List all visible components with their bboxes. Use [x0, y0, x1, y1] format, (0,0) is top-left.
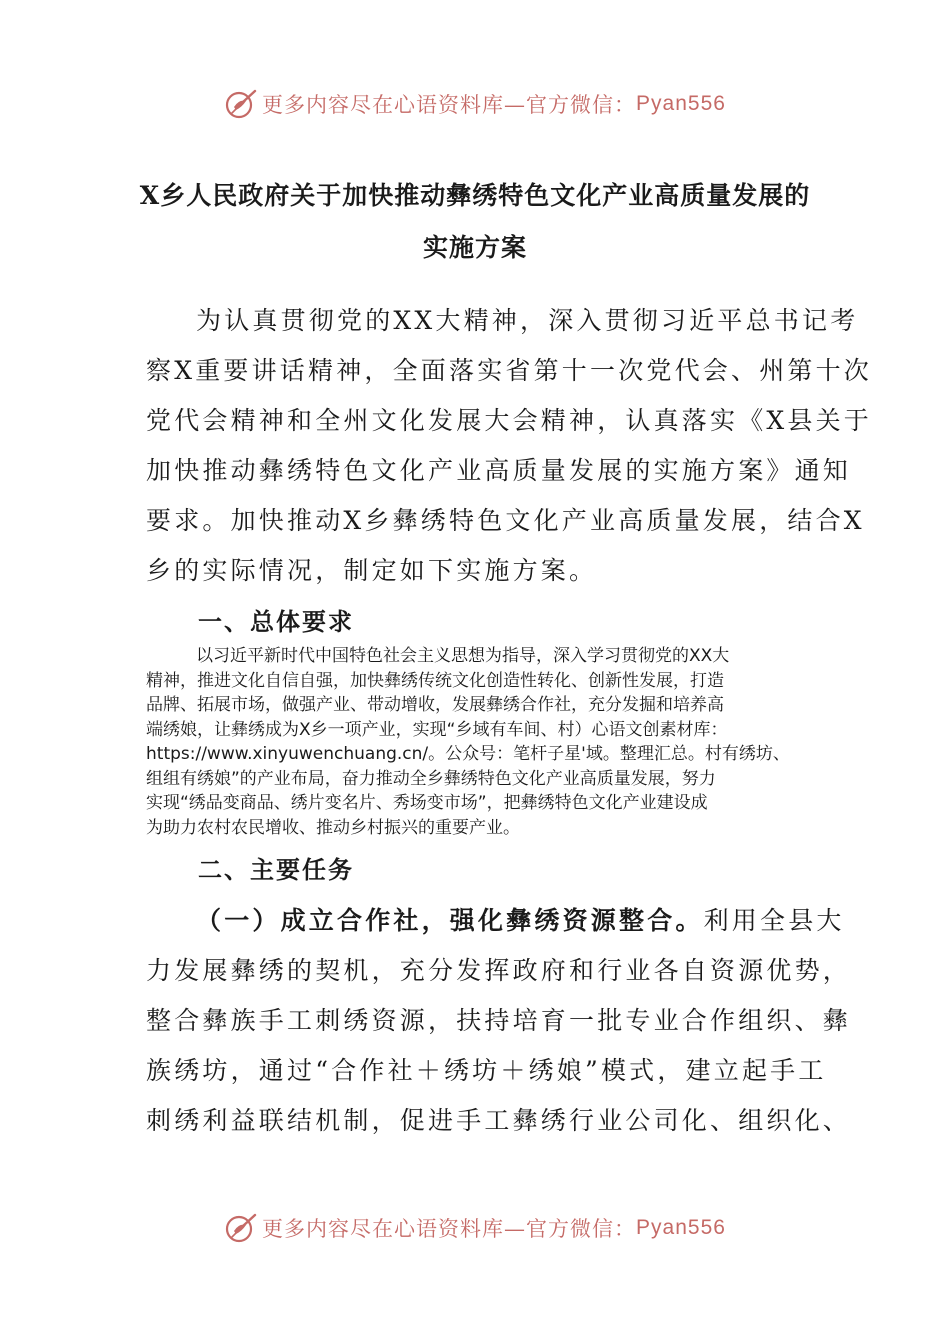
header-banner: [0, 84, 950, 124]
banner-wechat-id: Pyan556: [636, 1216, 726, 1239]
document-title-line-2: 实施方案: [422, 233, 527, 262]
banner-text: 更多内容尽在心语资料库—官方微信：: [262, 93, 637, 117]
paragraph-line: 端绣娘，让彝绣成为X乡一项产业，实现“乡域有车间、村）心语文创素材库：: [146, 719, 728, 740]
paragraph-line: 为助力农村农民增收、推动乡村振兴的重要产业。: [146, 817, 520, 838]
paragraph-line: 力发展彝绣的契机，充分发挥政府和行业各自资源优势，: [146, 956, 852, 985]
pen-logo-icon: [224, 1211, 258, 1245]
section-heading-main-tasks: 二、主要任务: [198, 856, 354, 884]
intro-line: 乡的实际情况，制定如下实施方案。: [146, 556, 598, 585]
banner-text: 更多内容尽在心语资料库—官方微信：: [262, 1217, 637, 1241]
paragraph-line: 组组有绣娘”的产业布局，奋力推动全乡彝绣特色文化产业高质量发展，努力: [146, 768, 716, 789]
section-heading-general-requirements: 一、总体要求: [198, 608, 354, 636]
paragraph-line: 以习近平新时代中国特色社会主义思想为指导，深入学习贯彻党的XX大: [196, 646, 730, 666]
paragraph-line: 族绣坊，通过“合作社＋绣坊＋绣娘”模式，建立起手工: [146, 1056, 827, 1085]
paragraph-line: 实现“绣品变商品、绣片变名片、秀场变市场”，把彝绣特色文化产业建设成: [146, 793, 708, 813]
intro-line: 党代会精神和全州文化发展大会精神，认真落实《X县关于: [146, 406, 873, 435]
banner-wechat-id: Pyan556: [636, 92, 726, 115]
footer-banner: [0, 1208, 950, 1248]
intro-line: 察X重要讲话精神，全面落实省第十一次党代会、州第十次: [146, 356, 873, 385]
cooperative-paragraph: [146, 896, 852, 1146]
paragraph-line: 整合彝族手工刺绣资源，扶持培育一批专业合作组织、彝: [146, 1006, 852, 1035]
paragraph-line: [146, 896, 845, 946]
subsection-lead: （一）成立合作社，强化彝绣资源整合。: [196, 906, 704, 935]
paragraph-line: 刺绣利益联结机制，促进手工彝绣行业公司化、组织化、: [146, 1106, 852, 1135]
paragraph-line: https://www.xinyuwenchuang.cn/。公众号：笔杆子星'域。整理汇总。村有绣坊、: [146, 744, 790, 764]
paragraph-line: 品牌、拓展市场，做强产业、带动增收，发展彝绣合作社，充分发掘和培养高: [146, 695, 724, 715]
pen-logo-icon: [224, 87, 258, 121]
general-requirements-paragraph: [146, 644, 816, 840]
document-title-line-1: X乡人民政府关于加快推动彝绣特色文化产业高质量发展的: [139, 181, 811, 210]
intro-line: 为认真贯彻党的XX大精神，深入贯彻习近平总书记考: [196, 306, 859, 335]
paragraph-line: 精神，推进文化自信自强，加快彝绣传统文化创造性转化、创新性发展，打造: [146, 670, 724, 691]
intro-line: 要求。加快推动X乡彝绣特色文化产业高质量发展，结合X: [146, 506, 865, 535]
paragraph-text: 利用全县大: [703, 906, 845, 935]
intro-line: 加快推动彝绣特色文化产业高质量发展的实施方案》通知: [146, 456, 852, 485]
intro-paragraph: [146, 296, 873, 596]
